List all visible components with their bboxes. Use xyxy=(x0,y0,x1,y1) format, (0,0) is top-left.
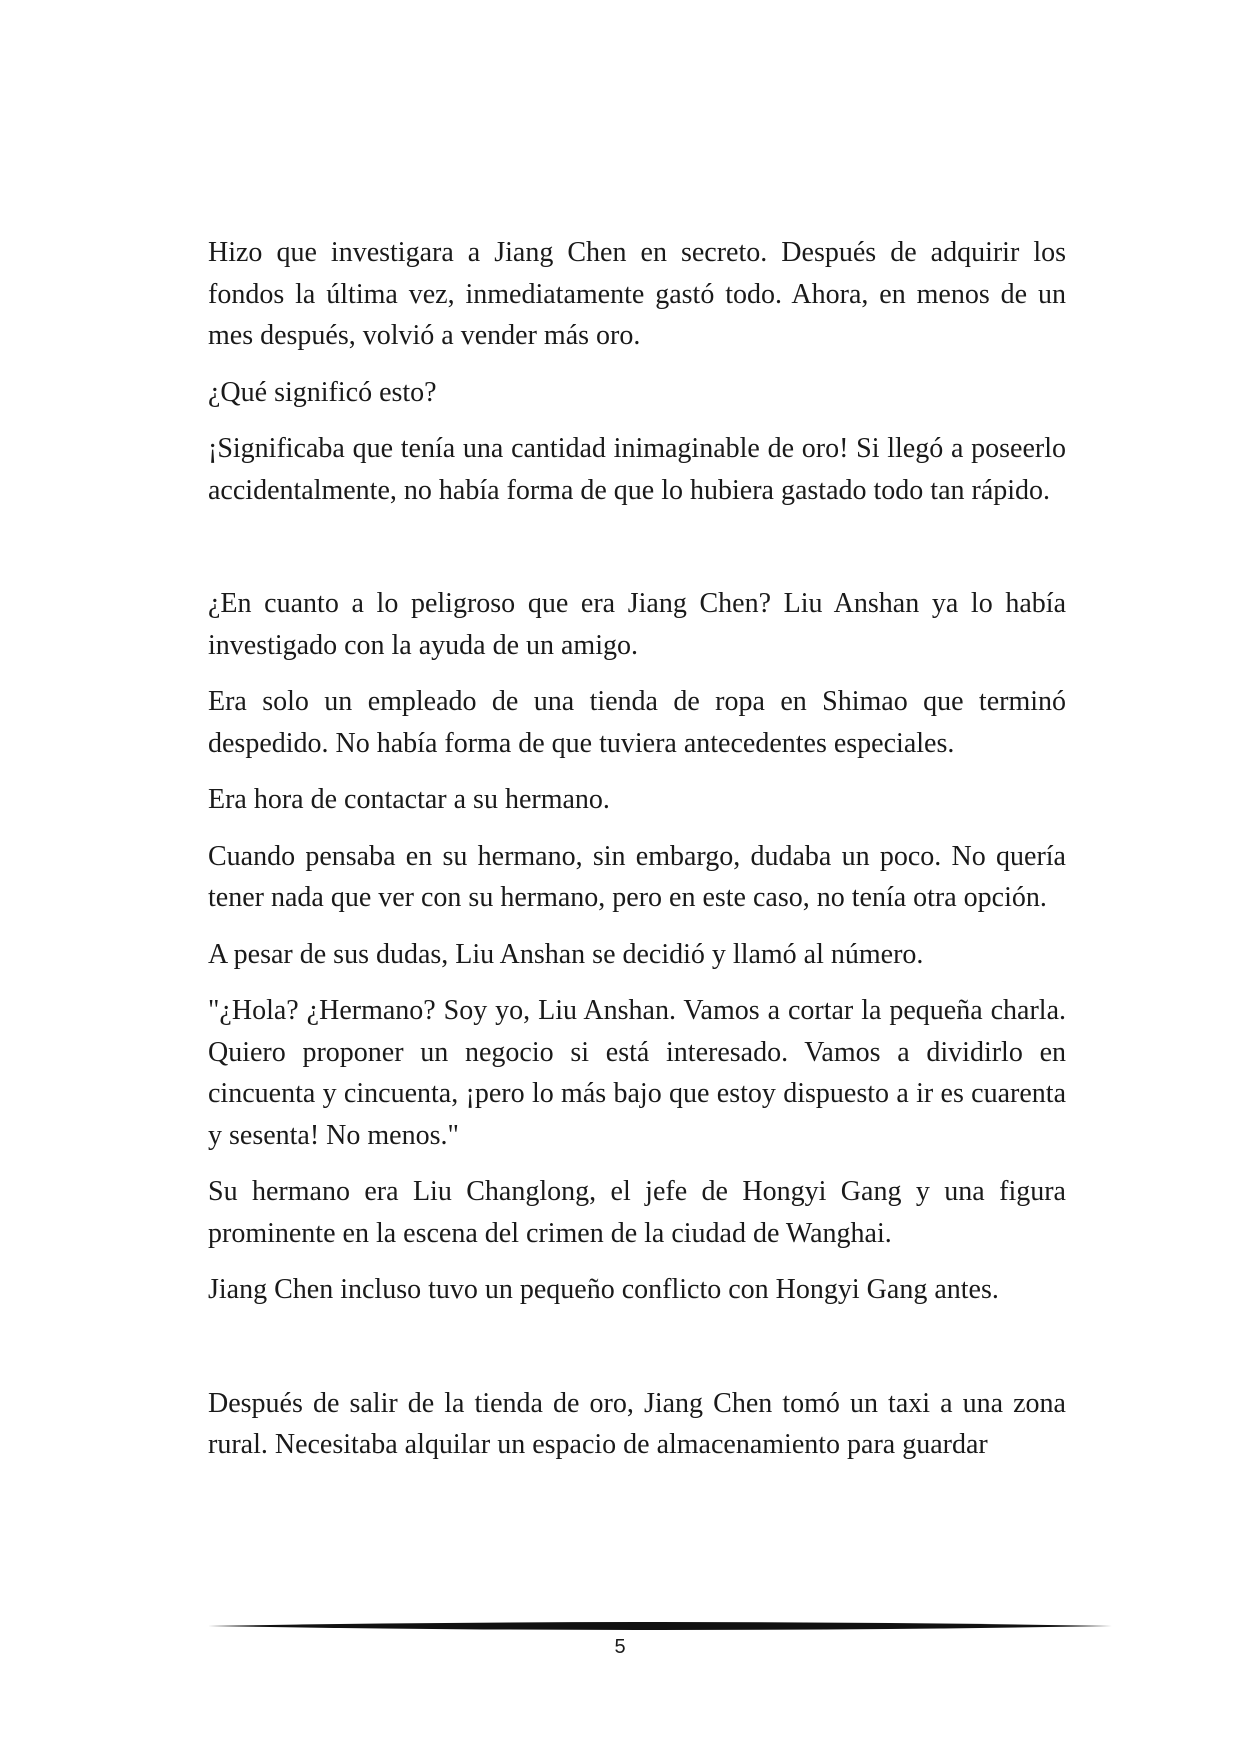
paragraph: ¡Significaba que tenía una cantidad inimaginable de oro! Si llegó a poseerlo accidentalmente, no había forma de que lo hubiera gastado todo tan rápido. xyxy=(208,433,1066,506)
page-body xyxy=(208,232,1066,1481)
footer-divider xyxy=(208,1620,1112,1632)
paragraph: Después de salir de la tienda de oro, Jiang Chen tomó un taxi a una zona rural. Necesitaba alquilar un espacio de almacenamiento para guardar xyxy=(208,1387,1066,1460)
paragraph: Era hora de contactar a su hermano. xyxy=(208,784,610,815)
section-1 xyxy=(208,232,1066,511)
paragraph: ¿En cuanto a lo peligroso que era Jiang Chen? Liu Anshan ya lo había investigado con la ayuda de un amigo. xyxy=(208,588,1066,661)
section-2 xyxy=(208,583,1066,1311)
paragraph: "¿Hola? ¿Hermano? Soy yo, Liu Anshan. Vamos a cortar la pequeña charla. Quiero proponer un negocio si está interesado. Vamos a dividirlo en cincuenta y cincuenta, ¡pero lo más bajo que estoy dispuesto a ir es cuarenta y sesenta! No menos." xyxy=(208,995,1066,1151)
paragraph: Jiang Chen incluso tuvo un pequeño conflicto con Hongyi Gang antes. xyxy=(208,1274,999,1305)
footer-divider-stroke xyxy=(208,1622,1112,1630)
section-3 xyxy=(208,1383,1066,1466)
section-break xyxy=(208,1326,1066,1383)
paragraph: ¿Qué significó esto? xyxy=(208,376,437,408)
paragraph: Cuando pensaba en su hermano, sin embargo, dudaba un poco. No quería tener nada que ver con su hermano, pero en este caso, no tenía otra opción. xyxy=(208,840,1066,913)
page-number: 5 xyxy=(614,1636,626,1658)
paragraph: A pesar de sus dudas, Liu Anshan se decidió y llamó al número. xyxy=(208,938,924,970)
paragraph: Hizo que investigara a Jiang Chen en secreto. Después de adquirir los fondos la última vez, inmediatamente gastó todo. Ahora, en menos de un mes después, volvió a vender más oro. xyxy=(208,237,1066,351)
paragraph: Su hermano era Liu Changlong, el jefe de Hongyi Gang y una figura prominente en la escena del crimen de la ciudad de Wanghai. xyxy=(208,1176,1066,1249)
paragraph: Era solo un empleado de una tienda de ropa en Shimao que terminó despedido. No había forma de que tuviera antecedentes especiales. xyxy=(208,686,1066,759)
section-break xyxy=(208,526,1066,583)
